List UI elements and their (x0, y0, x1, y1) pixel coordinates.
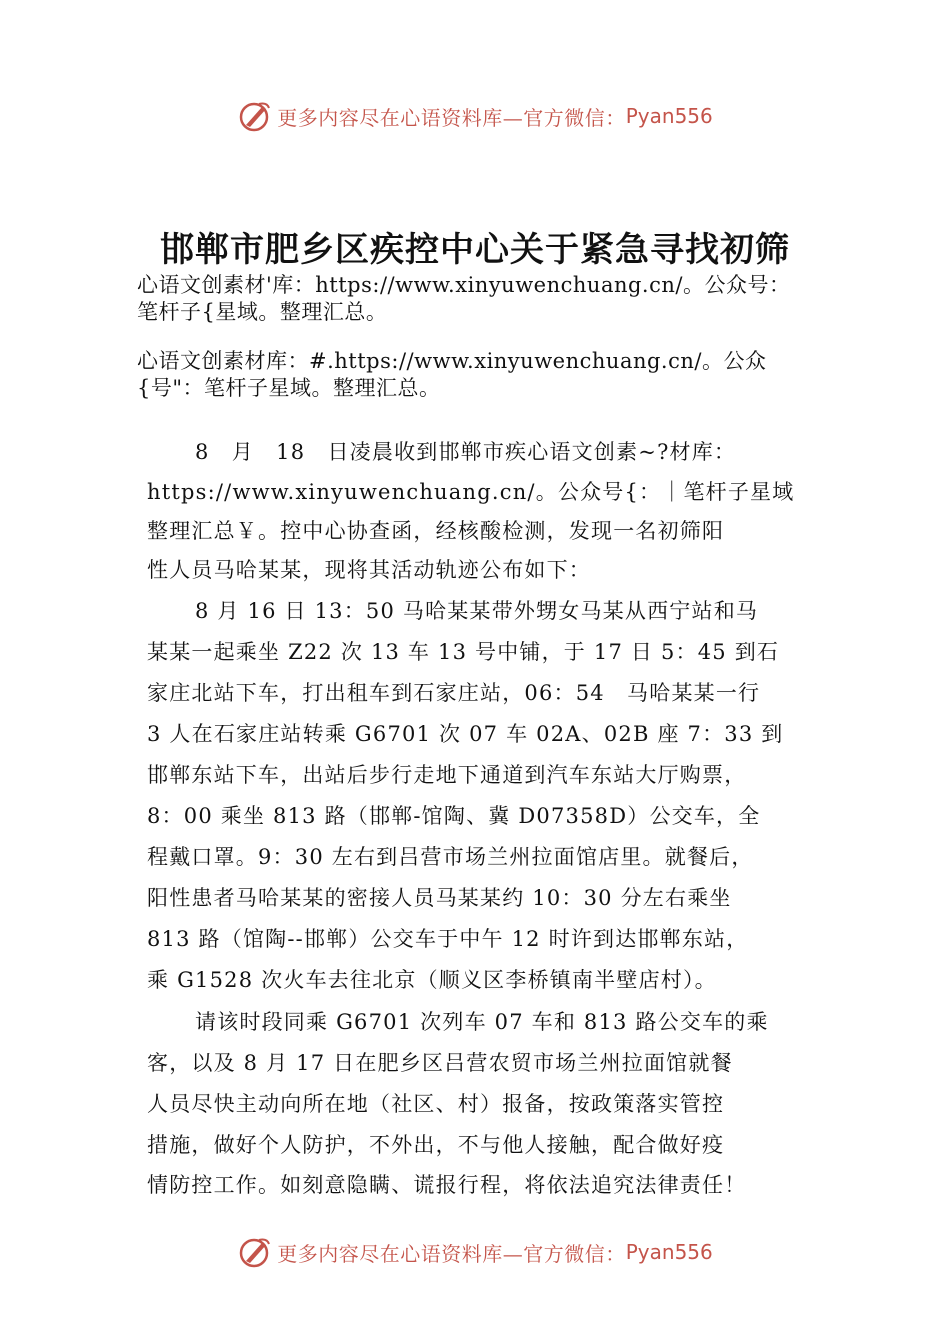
body-line: 性人员马哈某某，现将其活动轨迹公布如下： (147, 558, 591, 582)
body-line: 家庄北站下车，打出租车到石家庄站，06：54 马哈某某一行 (147, 681, 761, 705)
body-line: https://www.xinyuwenchuang.cn/。公众号{：｜笔杆子星域 (147, 480, 795, 504)
body-line: 请该时段同乘 G6701 次列车 07 车和 813 路公交车的乘 (195, 1010, 769, 1034)
body-line: 8 月 16 日 13：50 马哈某某带外甥女马某从西宁站和马 (195, 599, 759, 623)
body-line: 整理汇总￥。控中心协查函，经核酸检测，发现一名初筛阳 (147, 519, 725, 543)
footer-banner (0, 1230, 950, 1274)
banner-wechat-id: Pyan556 (625, 104, 713, 128)
body-line: 3 人在石家庄站转乘 G6701 次 07 车 02A、02B 座 7：33 到 (147, 722, 784, 746)
body-line: 邯郸东站下车，出站后步行走地下通道到汽车东站大厅购票， (147, 763, 747, 787)
source-note-1 (137, 272, 837, 326)
body-line: 8：00 乘坐 813 路（邯郸-馆陶、冀 D07358D）公交车，全 (147, 804, 761, 828)
source-note-1-line-1: 心语文创素材'库：https://www.xinyuwenchuang.cn/。公众号： (137, 273, 791, 297)
source-note-2 (137, 348, 837, 402)
banner-wechat-id: Pyan556 (625, 1240, 713, 1264)
source-note-1-line-2: 笔杆子{星域。整理汇总。 (137, 300, 388, 324)
body-line: 客，以及 8 月 17 日在肥乡区吕营农贸市场兰州拉面馆就餐 (147, 1051, 733, 1075)
pen-logo-icon (237, 98, 273, 134)
header-banner (0, 94, 950, 138)
body-line: 813 路（馆陶--邯郸）公交车于中午 12 时许到达邯郸东站， (147, 927, 749, 951)
body-line: 乘 G1528 次火车去往北京（顺义区李桥镇南半壁店村）。 (147, 968, 717, 992)
banner-text: 更多内容尽在心语资料库—官方微信： (277, 105, 626, 130)
source-note-2-line-2: {号"：笔杆子星域。整理汇总。 (137, 376, 441, 400)
body-line: 程戴口罩。9：30 左右到吕营市场兰州拉面馆店里。就餐后， (147, 845, 754, 869)
banner-text: 更多内容尽在心语资料库—官方微信： (277, 1241, 626, 1266)
body-line: 8 月 18 日凌晨收到邯郸市疾心语文创素~?材库： (195, 440, 737, 464)
body-line: 阳性患者马哈某某的密接人员马某某约 10：30 分左右乘坐 (147, 886, 732, 910)
body-line: 人员尽快主动向所在地（社区、村）报备，按政策落实管控 (147, 1092, 725, 1116)
pen-logo-icon (237, 1234, 273, 1270)
body-line: 情防控工作。如刻意隐瞒、谎报行程，将依法追究法律责任！ (147, 1173, 747, 1197)
body-line: 措施，做好个人防护，不外出，不与他人接触，配合做好疫 (147, 1133, 725, 1157)
document-title: 邯郸市肥乡区疾控中心关于紧急寻找初筛 (160, 230, 790, 270)
source-note-2-line-1: 心语文创素材库：#.https://www.xinyuwenchuang.cn/。公众 (137, 349, 767, 373)
body-line: 某某一起乘坐 Z22 次 13 车 13 号中铺，于 17 日 5：45 到石 (147, 640, 780, 664)
